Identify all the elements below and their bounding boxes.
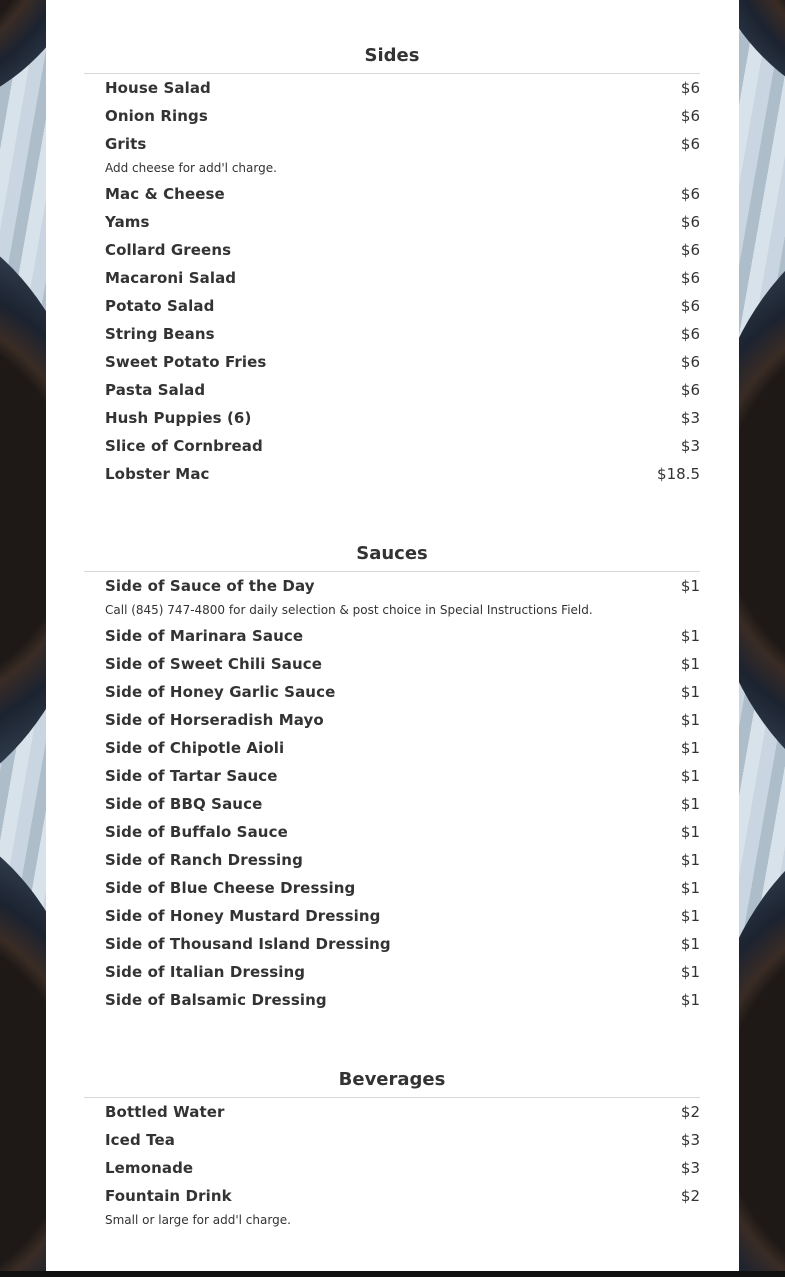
menu-item[interactable]	[105, 930, 700, 958]
menu-item-name: Side of Buffalo Sauce	[105, 823, 288, 841]
menu-item-price: $3	[680, 409, 700, 427]
menu-item[interactable]	[105, 376, 700, 404]
menu-item-name: Mac & Cheese	[105, 185, 225, 203]
menu-item-name: Potato Salad	[105, 297, 215, 315]
menu-item[interactable]	[105, 292, 700, 320]
menu-item-description: Call (845) 747-4800 for daily selection & post choice in Special Instructions Field.	[105, 603, 593, 617]
menu-item-price: $1	[680, 767, 700, 785]
section-title: Beverages	[338, 1069, 446, 1090]
menu-item-price: $3	[680, 1159, 700, 1177]
menu-item-price: $6	[680, 241, 700, 259]
menu-item-price: $1	[680, 683, 700, 701]
menu-item-description: Add cheese for add'l charge.	[105, 161, 277, 175]
menu-item-price: $2	[680, 1187, 700, 1205]
section-title: Sauces	[356, 543, 428, 564]
menu-item-name: Side of Ranch Dressing	[105, 851, 303, 869]
menu-item-price: $6	[680, 107, 700, 125]
menu-item-name: Hush Puppies (6)	[105, 409, 252, 427]
menu-item-price: $6	[680, 269, 700, 287]
menu-item-list	[84, 74, 700, 488]
menu-item[interactable]	[105, 74, 700, 102]
menu-item-price: $6	[680, 325, 700, 343]
menu-item-name: Side of Honey Mustard Dressing	[105, 907, 381, 925]
menu-item-name: Side of Sweet Chili Sauce	[105, 655, 323, 673]
menu-item[interactable]	[105, 208, 700, 236]
menu-item[interactable]	[105, 958, 700, 986]
menu-item[interactable]	[105, 348, 700, 376]
menu-item-price: $6	[680, 297, 700, 315]
menu-item-name: Side of Italian Dressing	[105, 963, 306, 981]
menu-item-name: Iced Tea	[105, 1131, 175, 1149]
menu-item[interactable]	[105, 846, 700, 874]
menu-item-price: $1	[680, 879, 700, 897]
menu-item[interactable]	[105, 432, 700, 460]
menu-item-price: $18.5	[657, 465, 700, 483]
menu-item-name: Side of Balsamic Dressing	[105, 991, 327, 1009]
menu-item[interactable]	[105, 1182, 700, 1232]
menu-item[interactable]	[105, 622, 700, 650]
menu-item[interactable]	[105, 818, 700, 846]
menu-item[interactable]	[105, 572, 700, 622]
menu-item-price: $6	[680, 135, 700, 153]
menu-item-price: $6	[680, 79, 700, 97]
menu-item-price: $1	[680, 991, 700, 1009]
menu-item-price: $6	[680, 353, 700, 371]
menu-item-name: Collard Greens	[105, 241, 232, 259]
menu-item-name: Grits	[105, 135, 147, 153]
menu-item[interactable]	[105, 264, 700, 292]
menu-item[interactable]	[105, 320, 700, 348]
menu-item-price: $1	[680, 963, 700, 981]
bottom-bar	[0, 1271, 785, 1277]
menu-item[interactable]	[105, 460, 700, 488]
menu-item-name: Lobster Mac	[105, 465, 210, 483]
menu-item-price: $3	[680, 1131, 700, 1149]
menu-item-name: Macaroni Salad	[105, 269, 237, 287]
menu-item[interactable]	[105, 650, 700, 678]
menu-item-price: $6	[680, 381, 700, 399]
menu-item[interactable]	[105, 706, 700, 734]
menu-item-name: Side of BBQ Sauce	[105, 795, 263, 813]
menu-item[interactable]	[105, 1126, 700, 1154]
menu-item-name: Side of Tartar Sauce	[105, 767, 278, 785]
menu-item-price: $1	[680, 907, 700, 925]
menu-item-name: Side of Honey Garlic Sauce	[105, 683, 336, 701]
menu-item-name: Slice of Cornbread	[105, 437, 263, 455]
menu-section-beverages	[84, 1069, 700, 1232]
menu-item[interactable]	[105, 986, 700, 1014]
menu-item-name: Bottled Water	[105, 1103, 225, 1121]
menu-item-list	[84, 572, 700, 1014]
menu-section-sauces	[84, 543, 700, 1014]
menu-panel	[46, 0, 739, 1271]
menu-item-price: $1	[680, 823, 700, 841]
menu-item-price: $3	[680, 437, 700, 455]
menu-item-name: Side of Blue Cheese Dressing	[105, 879, 356, 897]
menu-item-price: $1	[680, 851, 700, 869]
menu-item[interactable]	[105, 236, 700, 264]
menu-item[interactable]	[105, 180, 700, 208]
menu-item-name: House Salad	[105, 79, 211, 97]
menu-item-price: $1	[680, 795, 700, 813]
menu-item[interactable]	[105, 404, 700, 432]
menu-item[interactable]	[105, 1154, 700, 1182]
section-title: Sides	[364, 45, 420, 66]
menu-item-name: Sweet Potato Fries	[105, 353, 267, 371]
menu-item-price: $2	[680, 1103, 700, 1121]
menu-item[interactable]	[105, 902, 700, 930]
menu-section-sides	[84, 45, 700, 488]
menu-item-name: Side of Horseradish Mayo	[105, 711, 324, 729]
menu-item-name: Side of Marinara Sauce	[105, 627, 304, 645]
menu-item-price: $1	[680, 627, 700, 645]
menu-item-name: String Beans	[105, 325, 215, 343]
menu-item-price: $1	[680, 739, 700, 757]
menu-item-name: Lemonade	[105, 1159, 194, 1177]
menu-item-name: Fountain Drink	[105, 1187, 232, 1205]
menu-item-price: $1	[680, 655, 700, 673]
menu-item-name: Side of Thousand Island Dressing	[105, 935, 391, 953]
menu-item-description: Small or large for add'l charge.	[105, 1213, 291, 1227]
menu-item[interactable]	[105, 678, 700, 706]
menu-item-price: $1	[680, 711, 700, 729]
menu-item[interactable]	[105, 790, 700, 818]
menu-item-name: Pasta Salad	[105, 381, 206, 399]
menu-item-name: Yams	[105, 213, 150, 231]
menu-item-price: $1	[680, 577, 700, 595]
menu-item[interactable]	[105, 130, 700, 180]
menu-item-price: $1	[680, 935, 700, 953]
menu-item-name: Onion Rings	[105, 107, 208, 125]
menu-item-price: $6	[680, 185, 700, 203]
menu-item[interactable]	[105, 1098, 700, 1126]
menu-item-list	[84, 1098, 700, 1232]
menu-item-name: Side of Sauce of the Day	[105, 577, 315, 595]
menu-item[interactable]	[105, 874, 700, 902]
menu-item[interactable]	[105, 762, 700, 790]
menu-item-name: Side of Chipotle Aioli	[105, 739, 285, 757]
menu-item[interactable]	[105, 734, 700, 762]
menu-item[interactable]	[105, 102, 700, 130]
menu-item-price: $6	[680, 213, 700, 231]
